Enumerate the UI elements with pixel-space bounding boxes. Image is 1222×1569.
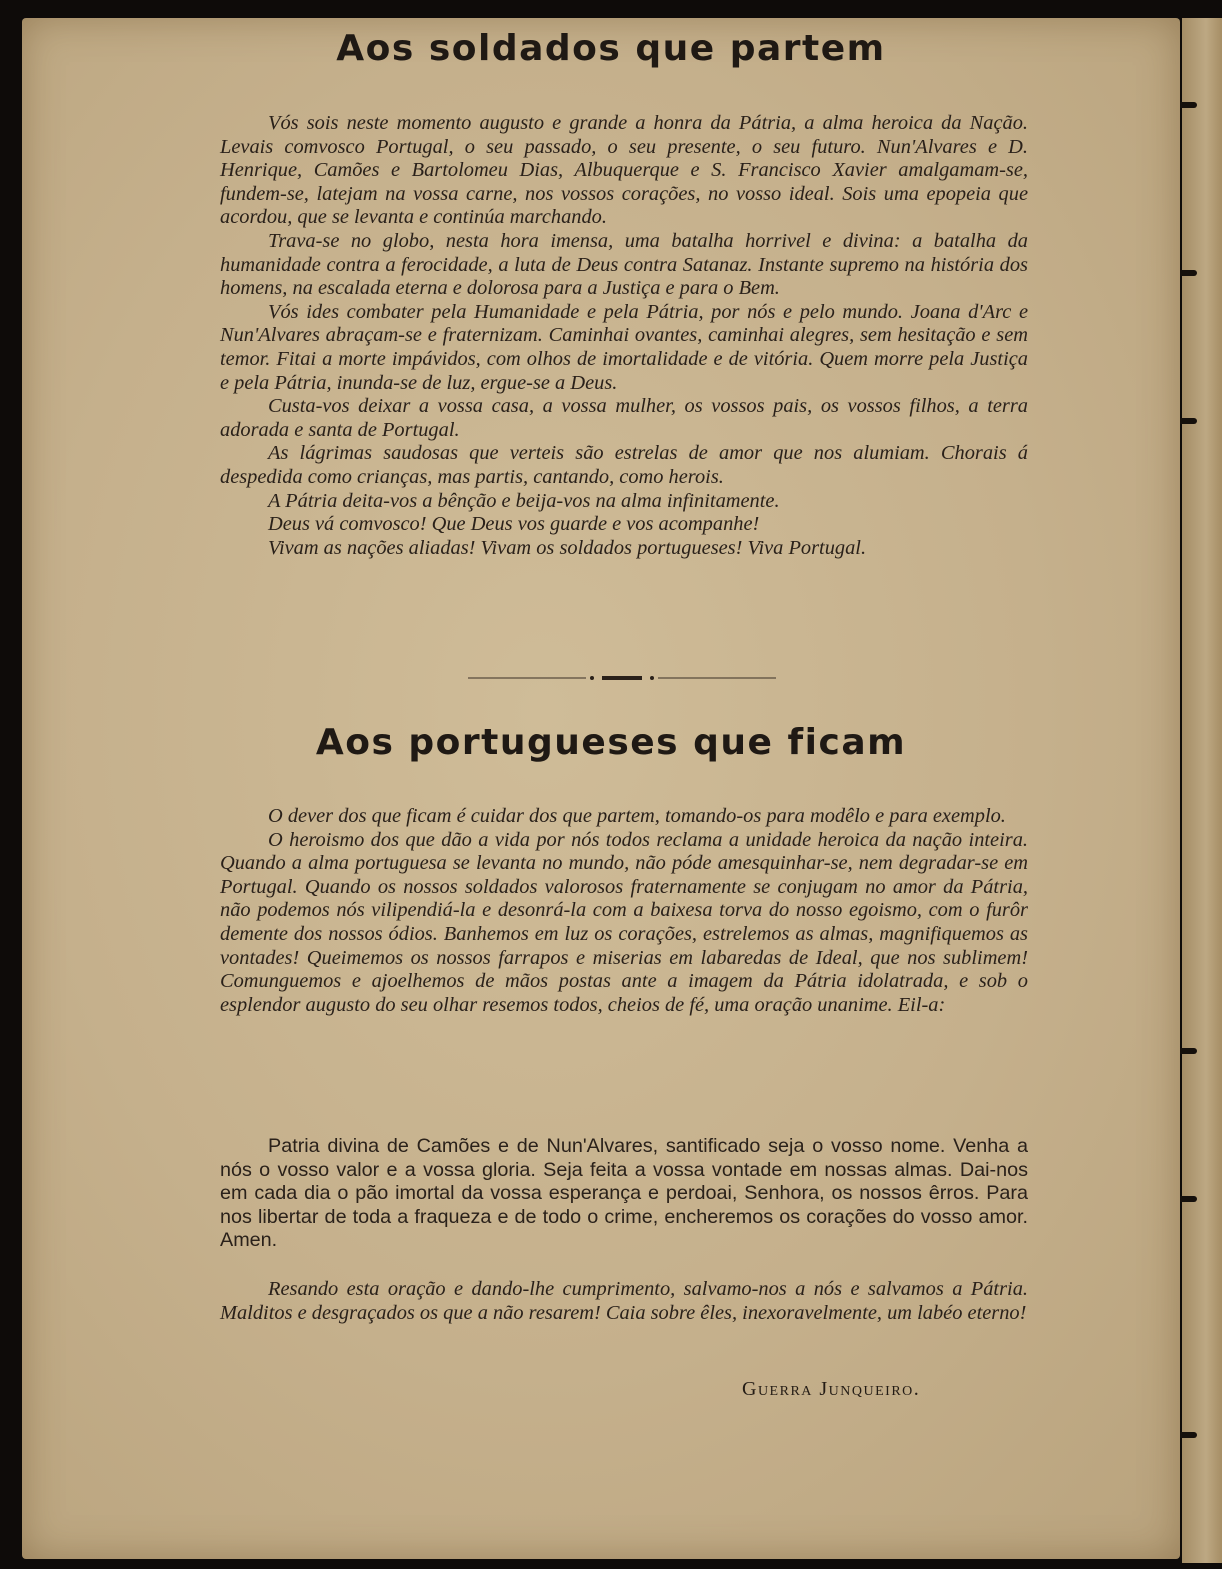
paragraph: Vivam as nações aliadas! Vivam os soldados portugueses! Viva Portugal. <box>268 536 867 559</box>
paragraph: O heroismo dos que dão a vida por nós todos reclama a unidade heroica da nação inteira. Quando a alma portuguesa se levanta no mundo, não póde amesquinhar-se, nem degradar-se em Portugal. Quando os nossos soldados valorosos fraternamente se conjugam no amor da Pátria, não podemos nós vilipendiá-la e desonrá-la com a baixesa torva do nosso egoismo, com o furôr demente dos nossos ódios. Banhemos em luz os corações, estrelemos as almas, magnifiquemos as vontades! Queimemos os nossos farrapos e miserias em labaredas de Ideal, que nos sublimem! Comunguemos e ajoelhemos de mãos postas ante a imagem da Pátria idolatrada, e sob o esplendor augusto do seu olhar resemos todos, cheios de fé, uma oração unanime. Eil-a: <box>220 828 1028 1016</box>
adjacent-page-edge <box>1182 18 1222 1563</box>
closing-paragraph: Resando esta oração e dando-lhe cumprimento, salvamo-nos a nós e salvamos a Pátria. Malditos e desgraçados os que a não resarem! Caia sobre êles, inexoravelmente, um labéo eterno! <box>220 1278 1028 1324</box>
paragraph: A Pátria deita-vos a bênção e beija-vos na alma infinitamente. <box>268 489 780 512</box>
article-body-stay <box>220 805 1028 1017</box>
paragraph: As lágrimas saudosas que verteis são estrelas de amor que nos alumiam. Chorais á despedida como crianças, mas partis, cantando, como herois. <box>220 442 1028 488</box>
paragraph: Vós sois neste momento augusto e grande a honra da Pátria, a alma heroica da Nação. Levais comvosco Portugal, o seu passado, o seu presente, o seu futuro. Nun'Alvares e D. Henrique, Camões e Bartolomeu Dias, Albuquerque e S. Francisco Xavier amalgamam-se, fundem-se, latejam na vossa carne, nos vossos corações, no vosso ideal. Sois uma epopeia que acordou, que se levanta e continúa marchando. <box>220 112 1028 229</box>
paragraph: Deus vá comvosco! Que Deus vos guarde e vos acompanhe! <box>268 513 760 536</box>
paragraph: Vós ides combater pela Humanidade e pela Pátria, por nós e pelo mundo. Joana d'Arc e Nun'Alvares abraçam-se e fraternizam. Caminhai ovantes, caminhai alegres, sem hesitação e sem temor. Fitai a morte impávidos, com olhos de imortalidade e de vitória. Quem morre pela Justiça e pela Pátria, inunda-se de luz, ergue-se a Deus. <box>220 300 1028 394</box>
paragraph: Trava-se no globo, nesta hora imensa, uma batalha horrivel e divina: a batalha da humanidade contra a ferocidade, a luta de Deus contra Satanaz. Instante supremo na história dos homens, na escalada eterna e dolorosa para a Justiça e para o Bem. <box>220 229 1028 300</box>
author-signature: Guerra Junqueiro. <box>742 1378 921 1400</box>
article-title-stay: Aos portugueses que ficam <box>315 722 907 763</box>
article-body-soldiers <box>220 112 1028 560</box>
prayer-text: Patria divina de Camões e de Nun'Alvares, santificado seja o vosso nome. Venha a nós o vosso valor e a vossa gloria. Seja feita a vossa vontade em nossas almas. Dai-nos em cada dia o pão imortal da vossa esperança e perdoai, Senhora, os nossos êrros. Para nos libertar de toda a fraqueza e de todo o crime, encheremos os corações do vosso amor. Amen. <box>220 1135 1028 1252</box>
article-title-soldiers: Aos soldados que partem <box>336 28 886 69</box>
paragraph: Custa-vos deixar a vossa casa, a vossa mulher, os vossos pais, os vossos filhos, a terra adorada e santa de Portugal. <box>220 395 1028 441</box>
section-divider <box>468 674 776 682</box>
paragraph: O dever dos que ficam é cuidar dos que partem, tomando-os para modêlo e para exemplo. <box>268 805 1006 827</box>
